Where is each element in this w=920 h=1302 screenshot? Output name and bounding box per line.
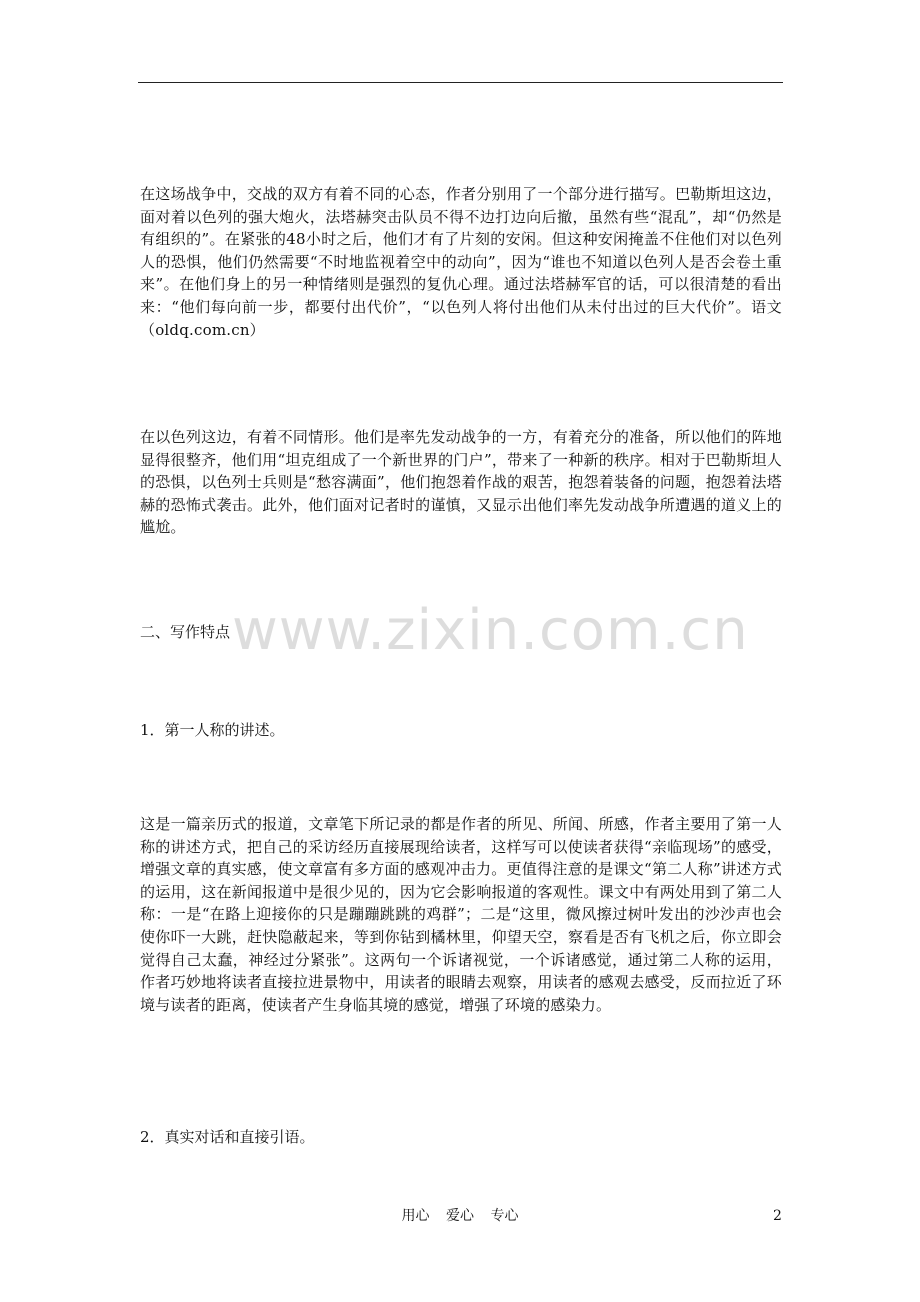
subheading-dialogue-quotes: 2．真实对话和直接引语。 bbox=[140, 1128, 315, 1146]
paragraph-israel-side: 在以色列这边，有着不同情形。他们是率先发动战争的一方，有着充分的准备，所以他们的阵地显得很整齐，他们用“坦克组成了一个新世界的门户”，带来了一种新的秩序。相对于巴勒斯坦人的恐惧，以色列士兵则是“愁容满面”，他们抱怨着作战的艰苦，抱怨着装备的问题，抱怨着法塔赫的恐怖式袭击。此外，他们面对记者时的谨慎，又显示出他们率先发动战争所遭遇的道义上的尴尬。 bbox=[140, 428, 782, 537]
header-rule bbox=[138, 82, 783, 83]
subheading-first-person: 1．第一人称的讲述。 bbox=[140, 721, 285, 739]
page-number: 2 bbox=[773, 1208, 782, 1224]
paragraph-first-person: 这是一篇亲历式的报道，文章笔下所记录的都是作者的所见、所闻、所感，作者主要用了第一人称的讲述方式，把自己的采访经历直接展现给读者，这样写可以使读者获得“亲临现场”的感受，增强文章的真实感，使文章富有多方面的感观冲击力。更值得注意的是课文“第二人称”讲述方式的运用，这在新闻报道中是很少见的，因为它会影响报道的客观性。课文中有两处用到了第二人称：一是“在路上迎接你的只是蹦蹦跳跳的鸡群”；二是“这里，微风擦过树叶发出的沙沙声也会使你吓一大跳，赶快隐蔽起来，等到你钻到橘林里，仰望天空，察看是否有飞机之后，你立即会觉得自己太蠢，神经过分紧张”。这两句一个诉诸视觉，一个诉诸感觉，通过第二人称的运用，作者巧妙地将读者直接拉进景物中，用读者的眼睛去观察，用读者的感观去感受，反而拉近了环境与读者的距离，使读者产生身临其境的感觉，增强了环境的感染力。 bbox=[140, 815, 782, 1014]
footer-motto: 用心 爱心 专心 bbox=[401, 1208, 519, 1224]
paragraph-palestine-side: 在这场战争中，交战的双方有着不同的心态，作者分别用了一个部分进行描写。巴勒斯坦这边，面对着以色列的强大炮火，法塔赫突击队员不得不边打边向后撤，虽然有些“混乱”，却“仍然是有组织的”。在紧张的48小时之后，他们才有了片刻的安闲。但这种安闲掩盖不住他们对以色列人的恐惧，他们仍然需要“不时地监视着空中的动向”，因为“谁也不知道以色列人是否会卷土重来”。在他们身上的另一种情绪则是强烈的复仇心理。通过法塔赫军官的话，可以很清楚的看出来：“他们每向前一步，都要付出代价”，“以色列人将付出他们从未付出过的巨大代价”。语文（oldq.com.cn） bbox=[140, 185, 782, 339]
section-heading-writing-features: 二、写作特点 bbox=[140, 623, 231, 641]
watermark: www.zixin.com.cn bbox=[232, 598, 749, 663]
